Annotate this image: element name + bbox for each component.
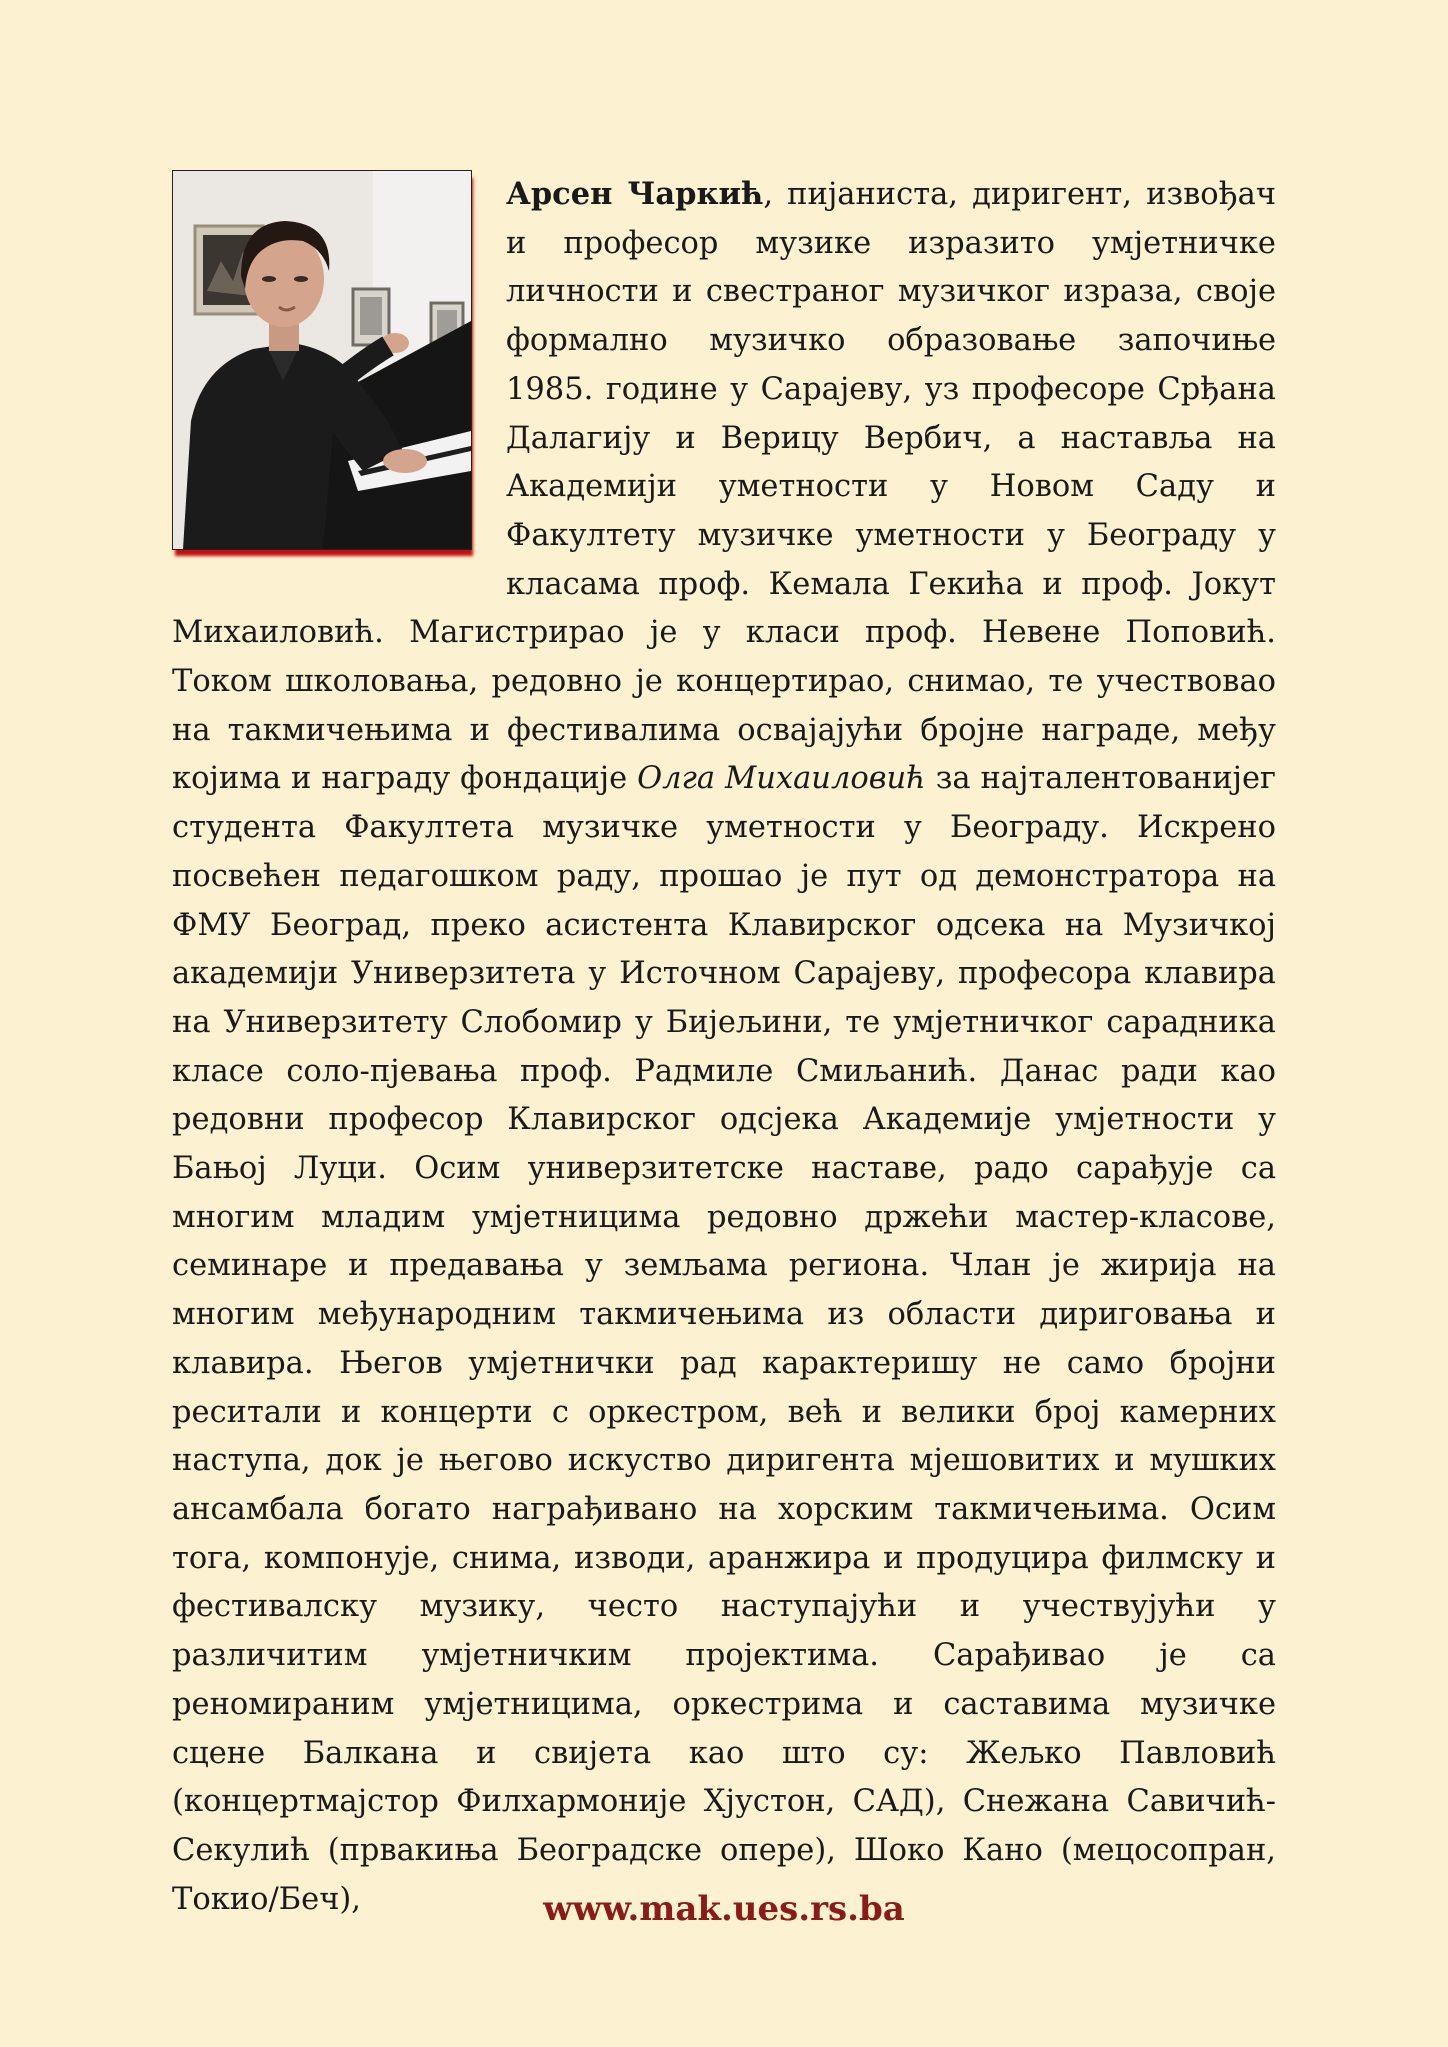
biography-text-part-1: , пијаниста, диригент, извођач и професор музике изразито умјетничке личности и свестраног музичког израза, своје формално музичко образовање започиње 1985. године у Сарајеву, уз професоре Срђана Далагију и Верицу Вербич, а наставља на Академији уметности у Новом Саду и Факултету музичке уметности у Београду у класама проф. Кемала Гекића и проф. Јокут Михаиловић. Магистрирао је у класи проф. Невене Поповић. Током школовања, редовно је концертирао, снимао, те учествовао на такмичењима и фестивалима освајајући бројне награде, међу којима и награду фондације (172, 177, 1276, 797)
biography-text-part-2: за најталентованијег студента Факултета музичке уметности у Београду. Искрено посвећен педагошком раду, прошао је пут од демонстратора на ФМУ Београд, преко асистента Клавирског одсека на Музичкој академији Универзитета у Источном Сарајеву, професора клавира на Универзитету Слобомир у Бијељини, те умјетничког сарадника класе соло-пјевања проф. Радмиле Смиљанић. Данас ради као редовни професор Клавирског одсјека Академије умјетности у Бањој Луци. Осим универзитетске наставе, радо сарађује са многим младим умјетницима редовно држећи мастер-класове, семинаре и предавања у земљама региона. Члан је жирија на многим међународним такмичењима из области дириговања и клавира. Његов умјетнички рад карактеришу не само бројни реситали и концерти с оркестром, већ и велики број камерних наступа, док је његово искуство диригента мјешовитих и мушких ансамбала богато награђивано на хорским такмичењима. Осим тога, компонује, снима, изводи, аранжира и продуцира филмску и фестивалску музику, често наступајући и учествујући у различитим умјетничким пројектима. Сарађивао је са реномираним умјетницима, оркестрима и саставима музичке сцене Балкана и свијета као што су: Жељко Павловић (концертмајстор Филхармоније Хјустон, САД), Снежана Савичић-Секулић (првакиња Београдске опере), Шоко Кано (мецосопран, Токио/Беч), (172, 761, 1276, 1917)
biography (172, 170, 1276, 1924)
foundation-name: Олга Михаиловић (637, 761, 926, 797)
photo-frame (172, 170, 472, 550)
portrait-photo (172, 170, 472, 554)
pianist-portrait-image (173, 171, 471, 549)
footer-url: www.mak.ues.rs.ba (543, 1889, 905, 1929)
person-name: Арсен Чаркић (506, 176, 764, 212)
